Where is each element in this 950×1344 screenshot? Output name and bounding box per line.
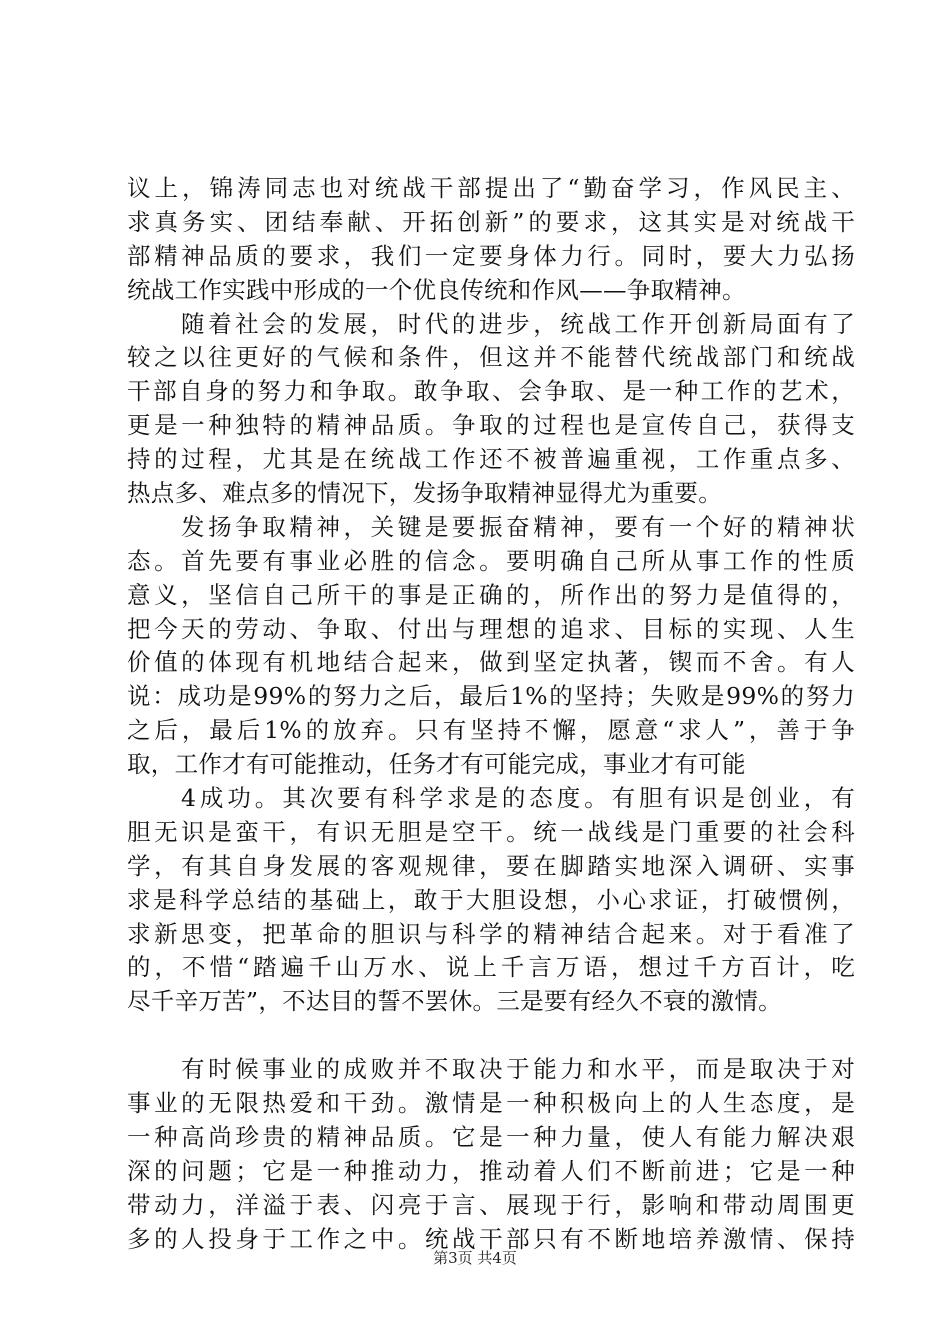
text-line: 有时候事业的成败并不取决于能力和水平，而是取决于对	[181, 1055, 855, 1084]
text-line: 求新思变，把革命的胆识与科学的精神结合起来。对于看准了	[127, 919, 855, 948]
page-footer: 第3页 共4页	[433, 1249, 517, 1267]
text-line: 一种高尚珍贵的精神品质。它是一种力量，使人有能力解决艰	[127, 1122, 855, 1151]
body-text	[127, 172, 855, 1257]
text-line: 较之以往更好的气候和条件，但这并不能替代统战部门和统战	[127, 343, 855, 372]
text-line: 事业的无限热爱和干劲。激情是一种积极向上的人生态度，是	[127, 1089, 855, 1118]
text-line: 意义，坚信自己所干的事是正确的，所作出的努力是值得的，	[127, 580, 855, 609]
text-line: 带动力，洋溢于表、闪亮于言、展现于行，影响和带动周围更	[127, 1190, 855, 1219]
text-line: 取，工作才有可能推动，任务才有可能完成，事业才有可能	[127, 750, 746, 779]
text-line: 4成功。其次要有科学求是的态度。有胆有识是创业，有	[181, 784, 855, 813]
text-line: 随着社会的发展，时代的进步，统战工作开创新局面有了	[181, 309, 855, 338]
text-line: 热点多、难点多的情况下，发扬争取精神显得尤为重要。	[127, 479, 722, 508]
text-line: 之后，最后1%的放弃。只有坚持不懈，愿意“求人”，善于争	[127, 716, 855, 745]
text-line: 尽千辛万苦”，不达目的誓不罢休。三是要有经久不衰的激情。	[127, 987, 782, 1016]
text-line: 持的过程，尤其是在统战工作还不被普遍重视，工作重点多、	[127, 445, 855, 474]
text-line: 深的问题；它是一种推动力，推动着人们不断前进；它是一种	[127, 1156, 855, 1185]
text-line: 多的人投身于工作之中。统战干部只有不断地培养激情、保持	[127, 1224, 855, 1253]
paragraph-gap	[127, 1019, 855, 1053]
text-line: 学，有其自身发展的客观规律，要在脚踏实地深入调研、实事	[127, 851, 855, 880]
text-line: 更是一种独特的精神品质。争取的过程也是宣传自己，获得支	[127, 411, 855, 440]
text-line: 的，不惜“踏遍千山万水、说上千言万语，想过千方百计，吃	[127, 953, 855, 982]
text-line: 求真务实、团结奉献、开拓创新”的要求，这其实是对统战干	[127, 207, 855, 236]
text-line: 胆无识是蛮干，有识无胆是空干。统一战线是门重要的社会科	[127, 817, 855, 846]
text-line: 态。首先要有事业必胜的信念。要明确自己所从事工作的性质	[127, 546, 855, 575]
text-line: 求是科学总结的基础上，敢于大胆设想，小心求证，打破惯例，	[127, 885, 855, 914]
text-line: 价值的体现有机地结合起来，做到坚定执著，锲而不舍。有人	[127, 648, 855, 677]
text-line: 统战工作实践中形成的一个优良传统和作风——争取精神。	[127, 275, 746, 304]
text-line: 说：成功是99%的努力之后，最后1%的坚持；失败是99%的努力	[127, 682, 855, 711]
text-line: 议上，锦涛同志也对统战干部提出了“勤奋学习，作风民主、	[127, 174, 855, 202]
text-line: 把今天的劳动、争取、付出与理想的追求、目标的实现、人生	[127, 614, 855, 643]
text-line: 部精神品质的要求，我们一定要身体力行。同时，要大力弘扬	[127, 241, 855, 270]
text-line: 发扬争取精神，关键是要振奋精神，要有一个好的精神状	[181, 512, 855, 541]
text-line: 干部自身的努力和争取。敢争取、会争取、是一种工作的艺术，	[127, 377, 855, 406]
